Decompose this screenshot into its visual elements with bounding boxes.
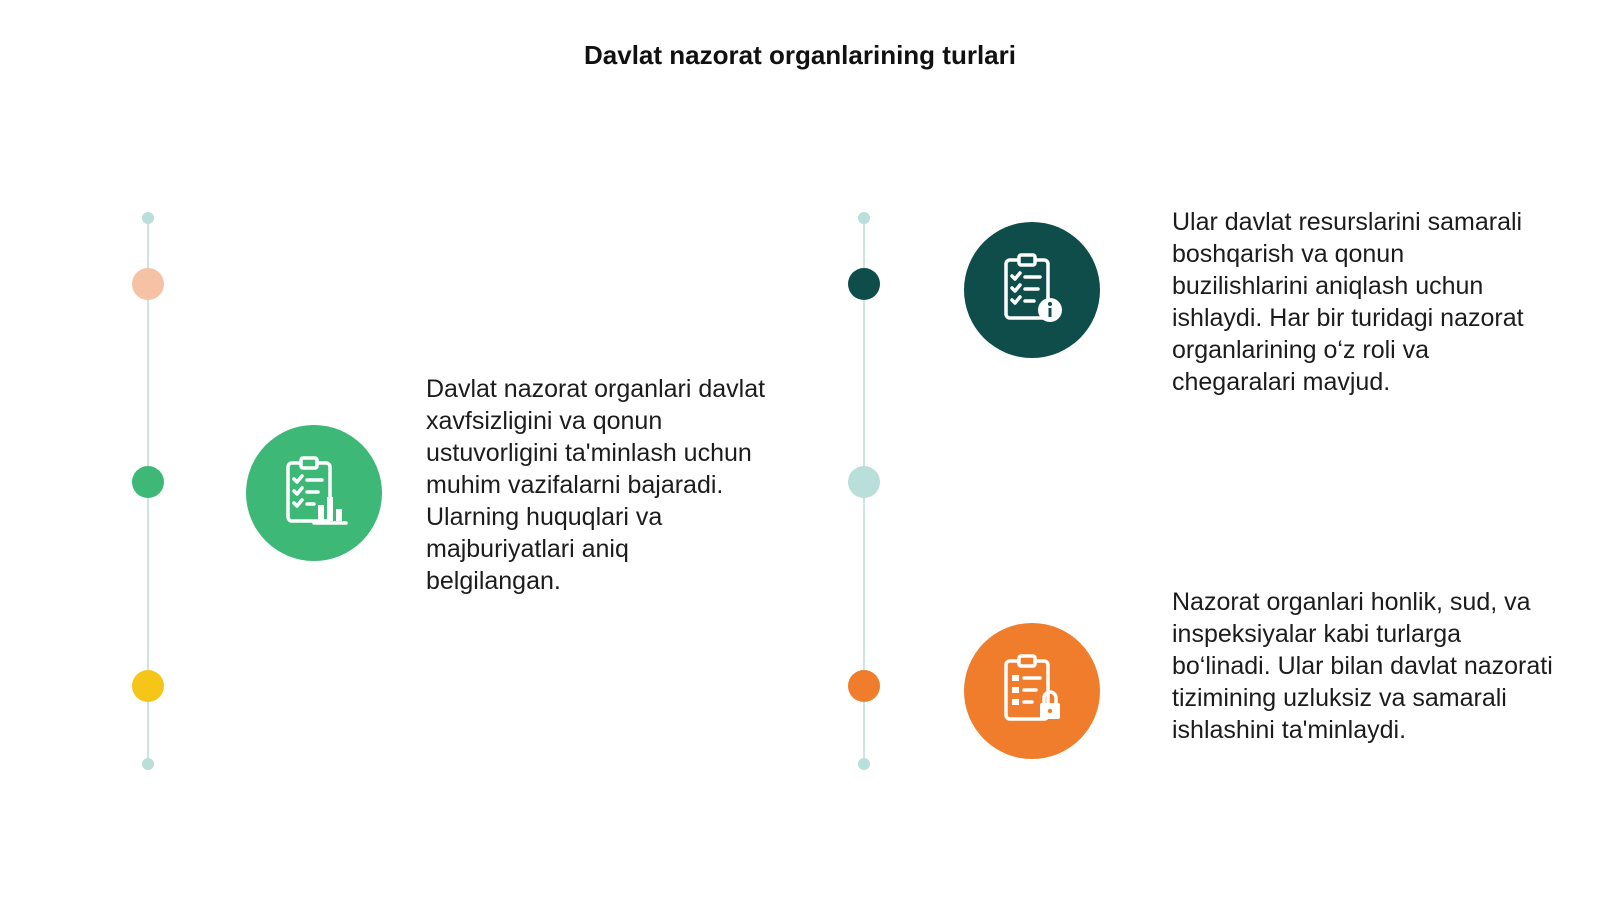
timeline-endpoint-bottom [858, 758, 870, 770]
timeline-dot-teal [848, 268, 880, 300]
item-2-text: Ular davlat resurslarini samarali boshqarish va qonun buzilishlarini aniqlash uchun ishlaydi. Har bir turidagi nazorat organlarining o‘z roli va chegaralari mavjud. [1172, 208, 1524, 396]
timeline-left [128, 210, 168, 770]
item-3-text: Nazorat organlari honlik, sud, va inspeksiyalar kabi turlarga bo‘linadi. Ular bilan davlat nazorati tizimining uzluksiz va samarali ishlashini ta'minlaydi. [1172, 588, 1553, 744]
timeline-endpoint-top [142, 212, 154, 224]
timeline-endpoint-top [858, 212, 870, 224]
timeline-dot-green [132, 466, 164, 498]
clipboard-lock-icon [964, 623, 1100, 759]
clipboard-chart-icon [246, 425, 382, 561]
timeline-dot-yellow [132, 670, 164, 702]
timeline-right [844, 210, 884, 770]
timeline-dot-orange [848, 670, 880, 702]
timeline-endpoint-bottom [142, 758, 154, 770]
timeline-dot-light-teal [848, 466, 880, 498]
timeline-dot-peach [132, 268, 164, 300]
page-title: Davlat nazorat organlarining turlari [584, 40, 1016, 70]
item-1-text: Davlat nazorat organlari davlat xavfsizligini va qonun ustuvorligini ta'minlash uchun muhim vazifalarni bajaradi. Ularning huquqlari va majburiyatlari aniq belgilangan. [426, 375, 766, 595]
clipboard-info-icon [964, 222, 1100, 358]
